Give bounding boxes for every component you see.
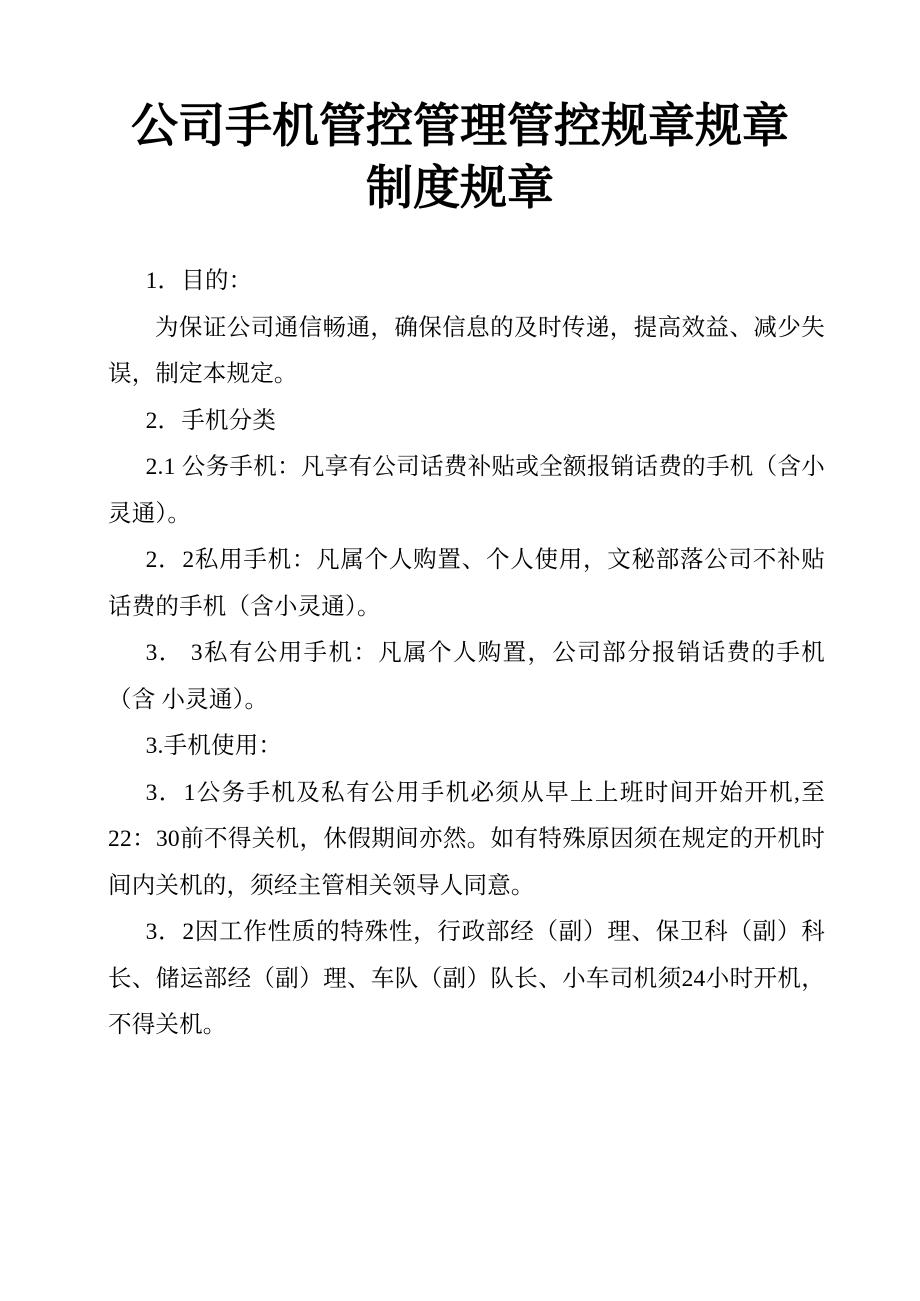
page-title: 公司手机管控管理管控规章规章制度规章 — [131, 99, 789, 217]
paragraph-usage-hours: 3．1公务手机及私有公用手机必须从早上上班时间开始开机,至22：30前不得关机，休假期间亦然。如有特殊原因须在规定的开机时间内关机的，须经主管相关领导人同意。 — [108, 779, 825, 899]
paragraph-classification-heading: 2．手机分类 — [145, 407, 277, 434]
document-body — [0, 220, 920, 1049]
paragraph-private-phone: 2．2私用手机：凡属个人购置、个人使用，文秘部落公司不补贴话费的手机（含小灵通）。 — [108, 547, 825, 620]
paragraph-business-phone: 2.1 公务手机：凡享有公司话费补贴或全额报销话费的手机（含小灵通）。 — [108, 454, 825, 527]
paragraph-purpose-text: 为保证公司通信畅通，确保信息的及时传递，提高效益、减少失误，制定本规定。 — [108, 314, 825, 388]
paragraph-usage-special-roles: 3．2因工作性质的特殊性，行政部经（副）理、保卫科（副）科长、储运部经（副）理、车队（副）队长、小车司机须24小时开机，不得关机。 — [108, 919, 825, 1039]
paragraph-usage-heading: 3.手机使用： — [145, 733, 283, 760]
paragraph-purpose-heading: 1．目的： — [145, 268, 253, 295]
paragraph-private-public-phone: 3． 3私有公用手机：凡属个人购置，公司部分报销话费的手机（含 小灵通）。 — [108, 640, 825, 713]
